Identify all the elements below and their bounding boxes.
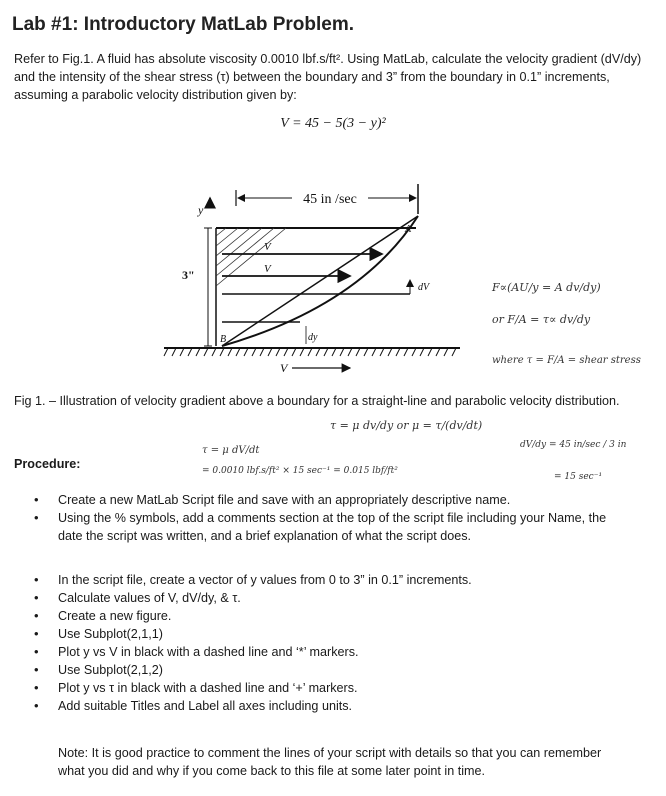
- list-item: • Use Subplot(2,1,2): [0, 661, 618, 679]
- point-b-label: B: [220, 334, 227, 345]
- list-item: • Calculate values of V, dV/dy, & τ.: [0, 589, 618, 607]
- ground-hatch: [164, 348, 456, 356]
- list-item: • Create a new MatLab Script file and save with an appropriately descriptive name.: [0, 491, 618, 509]
- handwritten-result: = 15 sec⁻¹: [554, 472, 603, 482]
- figure-caption: Fig 1. – Illustration of velocity gradient above a boundary for a straight-line and parabolic velocity distribution.: [14, 394, 620, 408]
- procedure-steps-part-1: [0, 491, 618, 545]
- procedure-heading: Procedure:: [14, 457, 81, 471]
- velocity-profile-figure: [160, 176, 470, 376]
- note-paragraph: Note: It is good practice to comment the lines of your script with details so that you can remember what you did and why if you come back to this file at some later point in time.: [58, 746, 602, 778]
- list-item: • In the script file, create a vector of y values from 0 to 3” in 0.1” increments.: [0, 571, 618, 589]
- dy-label: dy: [308, 332, 318, 343]
- bottom-v-label: V: [280, 361, 288, 375]
- list-item: • Using the % symbols, add a comments section at the top of the script file including your Name, the date the script was written, and a brief explanation of what the script does.: [0, 509, 618, 545]
- handwritten-tau-eq: τ = μ dv/dy or μ = τ/(dv/dt): [330, 419, 483, 432]
- v-label-1: V: [264, 241, 271, 253]
- velocity-equation: V = 45 − 5(3 − y)²: [280, 116, 386, 131]
- handwritten-or: or F/A = τ∝ dv/dy: [492, 313, 591, 326]
- y-label: y: [198, 203, 204, 217]
- handwritten-calc: = 0.0010 lbf.s/ft² × 15 sec⁻¹ = 0.015 lbf/ft²: [202, 466, 398, 476]
- intro-paragraph: Refer to Fig.1. A fluid has absolute viscosity 0.0010 lbf.s/ft². Using MatLab, calculate the velocity gradient (dV/dy) and the intensity of the shear stress (τ) between the boundary and 3” from the boundary in 0.1” increments, assuming a parabolic velocity distribution given by:: [14, 52, 642, 102]
- handwritten-work: [190, 415, 666, 493]
- list-item: • Plot y vs τ in black with a dashed line and ‘+’ markers.: [0, 679, 618, 697]
- handwritten-notes: [490, 265, 660, 375]
- linear-profile: [222, 216, 418, 346]
- list-item: • Plot y vs V in black with a dashed line and ‘*’ markers.: [0, 643, 618, 661]
- point-a-label: A: [405, 224, 412, 235]
- list-item: • Add suitable Titles and Label all axes including units.: [0, 697, 618, 715]
- handwritten-tau-def: τ = μ dV/dt: [202, 445, 260, 456]
- handwritten-gradient: dV/dy = 45 in/sec / 3 in: [520, 440, 627, 450]
- handwritten-force: F∝(AU/y = A dv/dy): [492, 281, 601, 294]
- dv-label: dV: [418, 282, 430, 293]
- v-label-2: V: [264, 263, 271, 275]
- procedure-steps-part-2: [0, 571, 618, 715]
- page-title: Lab #1: Introductory MatLab Problem.: [12, 14, 355, 35]
- top-hatch: [216, 228, 286, 286]
- height-label: 3": [182, 268, 195, 282]
- list-item: • Use Subplot(2,1,1): [0, 625, 618, 643]
- list-item: • Create a new figure.: [0, 607, 618, 625]
- speed-label: 45 in /sec: [303, 192, 357, 207]
- handwritten-where: where τ = F/A = shear stress: [492, 355, 641, 366]
